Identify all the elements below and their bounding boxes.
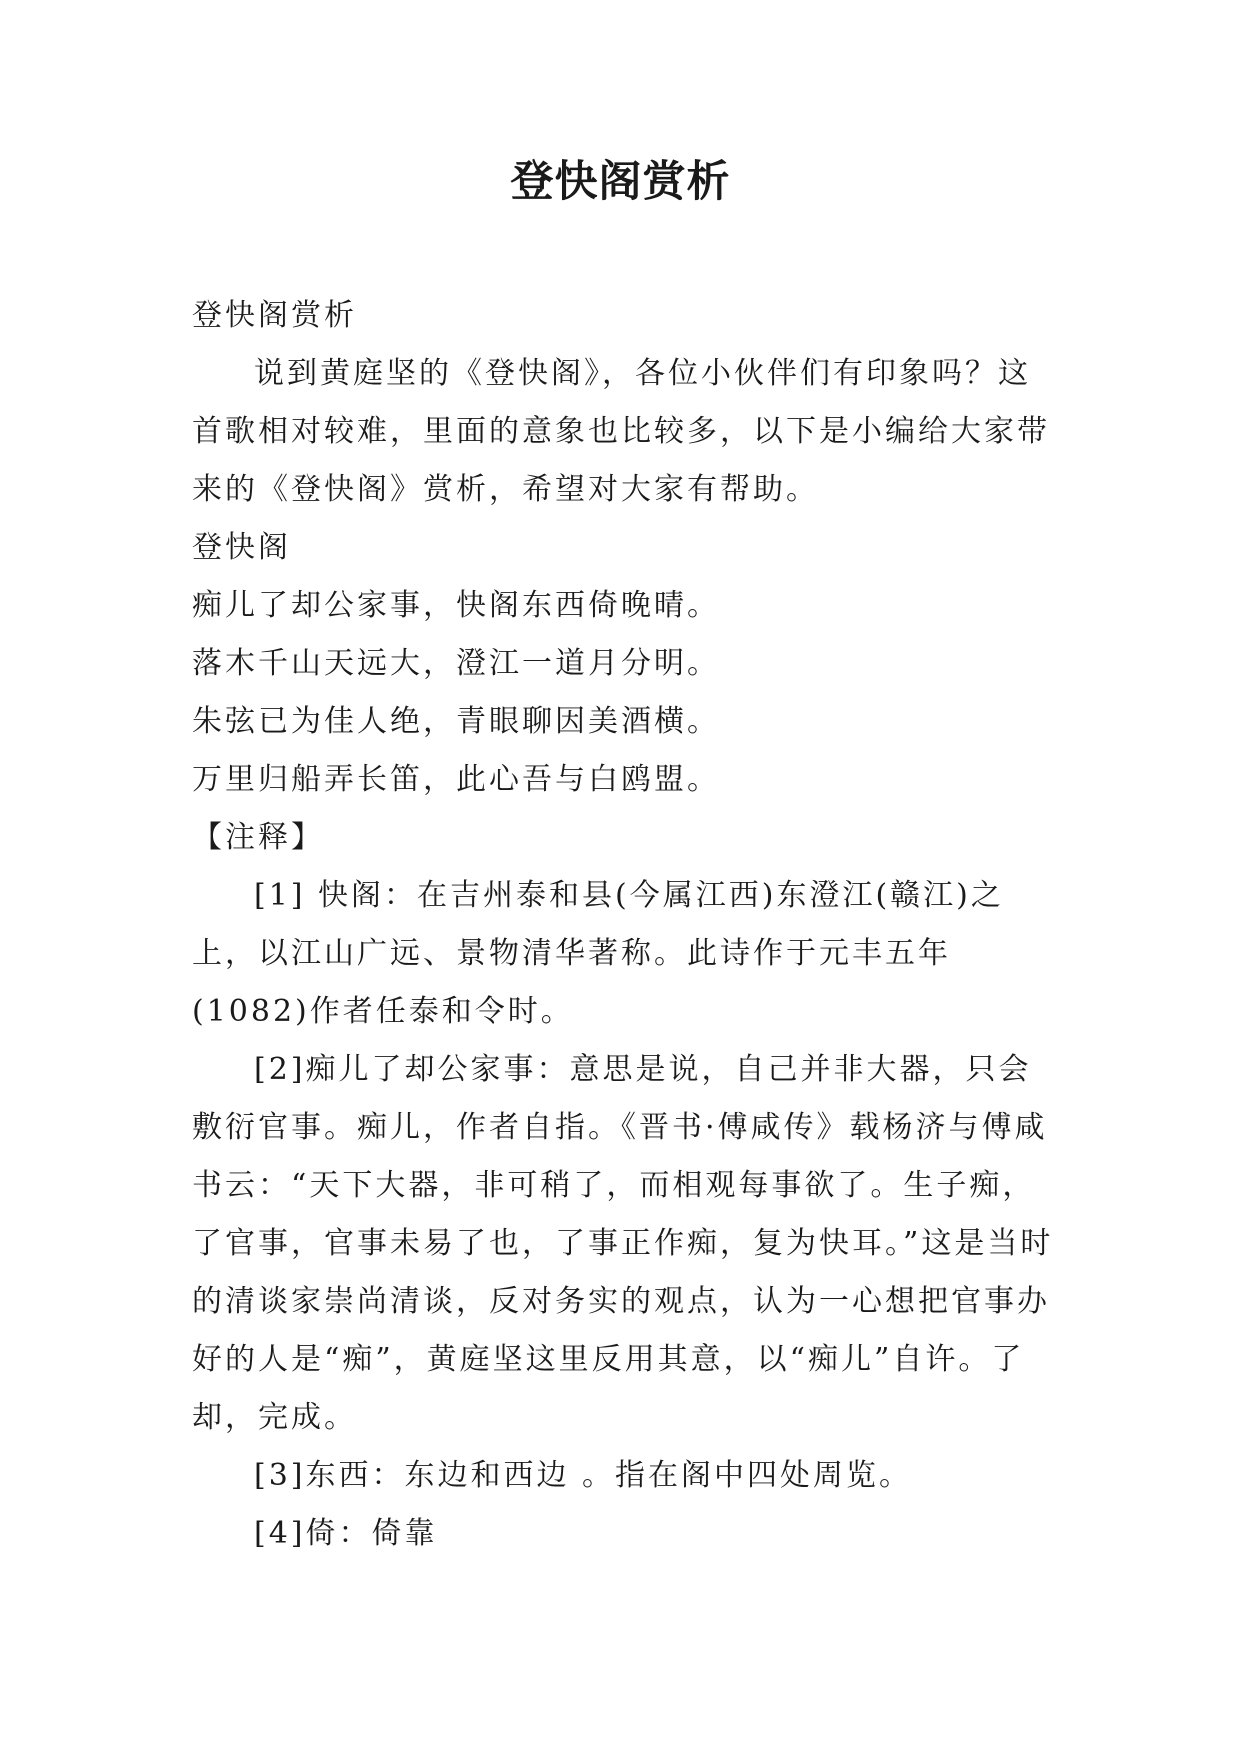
poem-title: 登快阁 [192,530,291,565]
document-body [192,287,1062,1563]
note-item: [2]痴儿了却公家事：意思是说，自己并非大器，只会敷衍官事。痴儿，作者自指。《晋书·傅咸传》载杨济与傅咸书云：“天下大器，非可稍了，而相观每事欲了。生子痴，了官事，官事未易了也，了事正作痴，复为快耳。”这是当时的清谈家崇尚清谈，反对务实的观点，认为一心想把官事办好的人是“痴”，黄庭坚这里反用其意，以“痴儿”自许。了却，完成。 [192,1052,1054,1435]
poem-line: 落木千山天远大，澄江一道月分明。 [192,646,720,681]
intro-paragraph: 说到黄庭坚的《登快阁》，各位小伙伴们有印象吗？这首歌相对较难，里面的意象也比较多，以下是小编给大家带来的《登快阁》赏析，希望对大家有帮助。 [192,356,1050,507]
note-item: [1] 快阁：在吉州泰和县(今属江西)东澄江(赣江)之上，以江山广远、景物清华著称。此诗作于元丰五年(1082)作者任泰和令时。 [192,878,1004,1029]
document-title: 登快阁赏析 [510,157,731,207]
note-item: [4]倚：倚靠 [254,1516,438,1551]
note-item: [3]东西：东边和西边 。指在阁中四处周览。 [254,1458,913,1493]
poem-line: 痴儿了却公家事，快阁东西倚晚晴。 [192,588,720,623]
poem-line: 朱弦已为佳人绝，青眼聊因美酒横。 [192,704,720,739]
subtitle: 登快阁赏析 [192,298,357,333]
poem-line: 万里归船弄长笛，此心吾与白鸥盟。 [192,762,720,797]
notes-heading: 【注释】 [192,820,324,855]
